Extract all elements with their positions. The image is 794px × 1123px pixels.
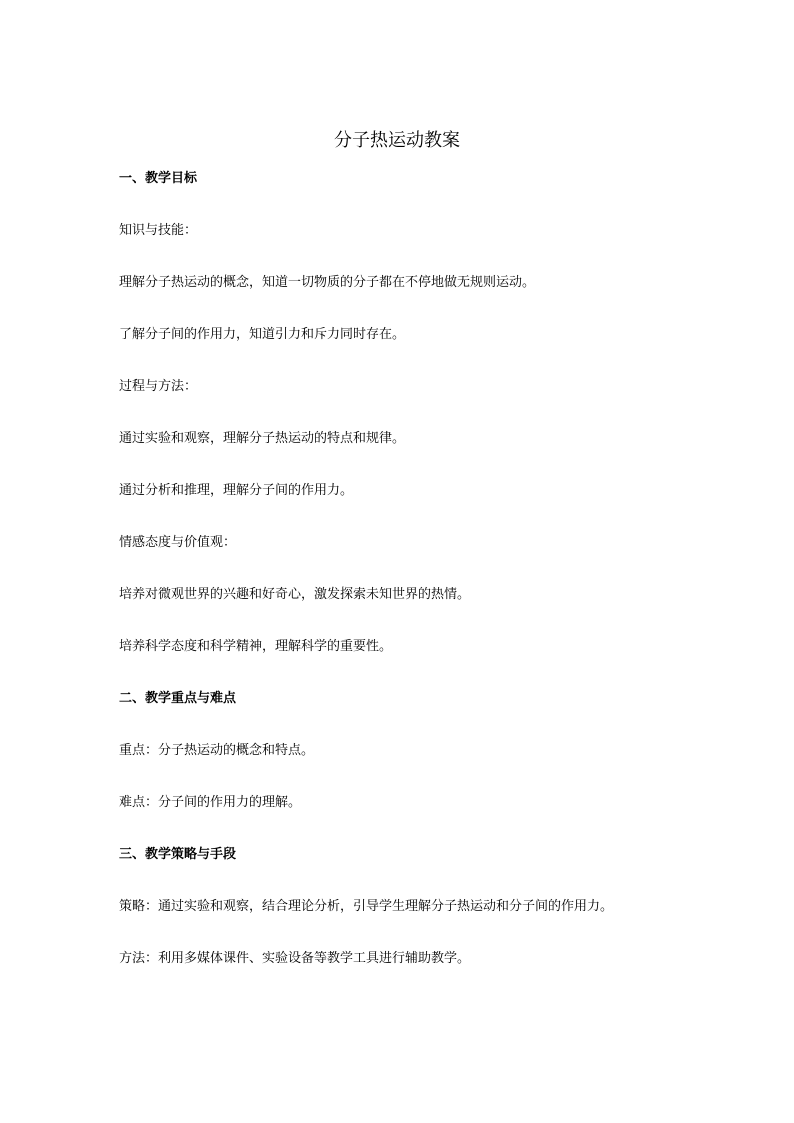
paragraph: 理解分子热运动的概念，知道一切物质的分子都在不停地做无规则运动。 bbox=[119, 275, 536, 290]
section-heading-strategies: 三、教学策略与手段 bbox=[119, 847, 237, 862]
paragraph: 方法：利用多媒体课件、实验设备等教学工具进行辅助教学。 bbox=[119, 951, 471, 966]
subheading-emotion-values: 情感态度与价值观： bbox=[119, 535, 237, 550]
paragraph: 通过分析和推理，理解分子间的作用力。 bbox=[119, 483, 354, 498]
paragraph: 通过实验和观察，理解分子热运动的特点和规律。 bbox=[119, 431, 406, 446]
document-title: 分子热运动教案 bbox=[334, 130, 460, 151]
section-heading-key-points: 二、教学重点与难点 bbox=[119, 691, 237, 706]
paragraph: 培养对微观世界的兴趣和好奇心，激发探索未知世界的热情。 bbox=[119, 587, 471, 602]
paragraph: 培养科学态度和科学精神，理解科学的重要性。 bbox=[119, 639, 393, 654]
paragraph: 重点：分子热运动的概念和特点。 bbox=[119, 743, 315, 758]
subheading-process-methods: 过程与方法： bbox=[119, 379, 198, 394]
section-heading-teaching-goals: 一、教学目标 bbox=[119, 171, 198, 186]
paragraph: 了解分子间的作用力，知道引力和斥力同时存在。 bbox=[119, 327, 406, 342]
paragraph: 难点：分子间的作用力的理解。 bbox=[119, 795, 302, 810]
subheading-knowledge-skills: 知识与技能： bbox=[119, 223, 198, 238]
paragraph: 策略：通过实验和观察，结合理论分析，引导学生理解分子热运动和分子间的作用力。 bbox=[119, 899, 614, 914]
